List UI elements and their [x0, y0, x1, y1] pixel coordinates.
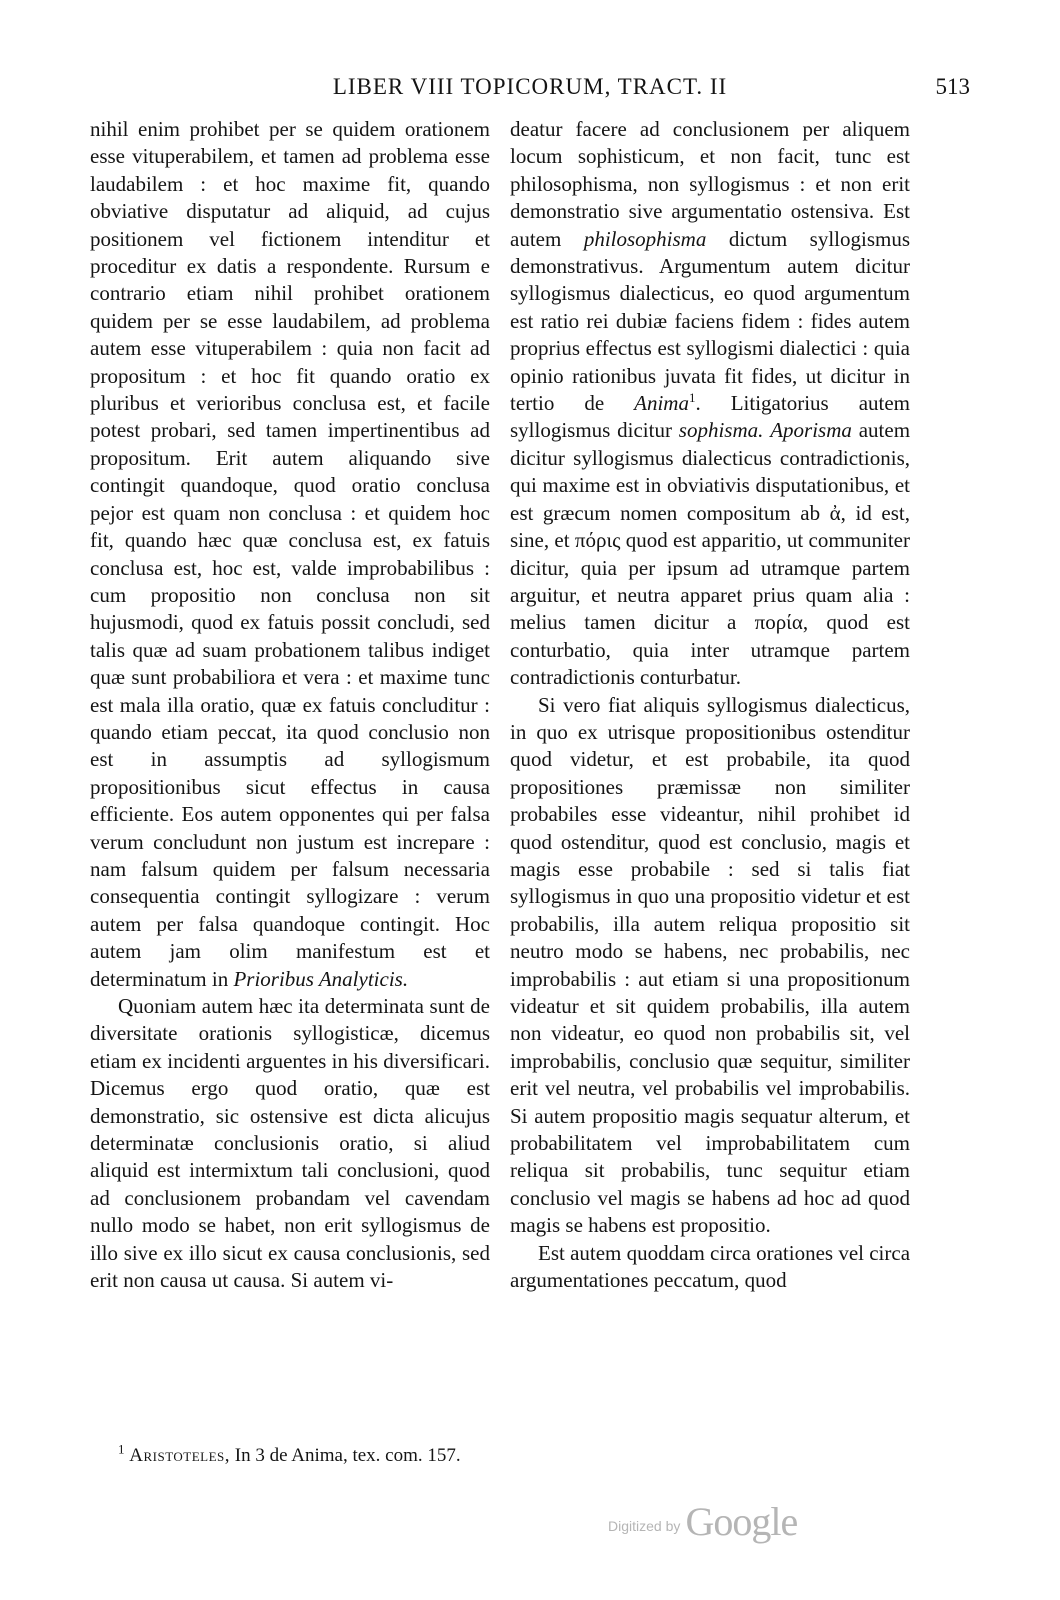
left-paragraph-1-italic: Prioribus Analyticis.	[233, 966, 409, 991]
right-paragraph-1	[510, 116, 910, 692]
right-paragraph-1-italic-1: philosophisma	[583, 226, 707, 251]
footnote-reference: 1	[688, 390, 696, 406]
page-number: 513	[935, 74, 970, 99]
right-paragraph-1-text-a: deatur facere ad conclusionem per aliquem locum sophisticum, et non facit, tunc est philosophisma, non syllogismus : et non erit demonstratio sive argumentatio ostensiva. Est autem	[510, 117, 910, 251]
right-paragraph-1-italic-2: Anima	[634, 391, 689, 416]
footnote	[118, 1441, 518, 1467]
right-paragraph-1-italic-3: sophisma.	[678, 418, 764, 443]
right-paragraph-2: Si vero fiat aliquis syllogismus dialecticus, in quo ex utrisque propositionibus ostenditur quod videtur, et est probabile, ita quod propositiones præmissæ non similiter probabiles esse videantur, nihil prohibet id quod ostenditur, quod est conclusio, magis et magis esse probabile : sed si talis fiat syllogismus in quo una propositio videtur et est probabilis, illa autem reliqua propositio sit neutro modo se habens, nec probabilis, nec improbabilis : aut etiam si una propositionum videatur et sit quidem probabilis, illa autem non videatur, eo quod non probabilis sit, vel improbabilis, conclusio quæ sequitur, similiter erit vel neutra, vel probabilis vel improbabilis. Si autem propositio magis sequatur alterum, et probabilitatem vel improbabilitatem cum reliqua sit probabilis, tunc sequitur etiam conclusio vel magis se habens ad hoc ad quod magis se habens est propositio.	[510, 692, 910, 1238]
left-paragraph-1	[90, 116, 490, 993]
right-paragraph-3: Est autem quoddam circa orationes vel circa argumentationes peccatum, quod	[510, 1240, 911, 1293]
right-paragraph-1-text-c: . Litigatorius autem syllogismus dicitur	[510, 391, 911, 443]
left-column	[90, 116, 490, 1294]
footnote-text: In 3 de Anima, tex. com. 157.	[234, 1445, 461, 1466]
right-paragraph-1-italic-4: Aporisma	[770, 418, 852, 443]
right-paragraph-1-text-b: dictum syllogismus demonstrativus. Argumentum autem dicitur syllogismus dialecticus, eo quod argumentum est ratio rei dubiæ faciens fidem : fides autem proprius effectus est syllogismi dialectici : quia opinio rationibus juvata fit fides, ut dicitur in tertio de	[510, 226, 911, 416]
footnote-marker: 1	[118, 1441, 125, 1457]
left-paragraph-2: Quoniam autem hæc ita determinata sunt de diversitate orationis syllogisticæ, dicemus etiam ex incidenti arguentes in his diversificari. Dicemus ergo quod oratio, quæ est demonstratio, sic ostensive est dicta alicujus determinatæ conclusionis oratio, si aliud aliquid est intermixtum tali conclusioni, quod ad conclusionem probandam vel cavendam nullo modo se habet, non erit syllogismus de illo sive ex illo sicut ex causa conclusionis, sed erit non causa ut causa. Si autem vi-	[90, 994, 490, 1293]
watermark-logo-text: Google	[685, 1499, 798, 1544]
watermark-small-text: Digitized by	[608, 1518, 681, 1534]
page-header	[90, 74, 970, 110]
right-paragraph-1-text-d: autem dicitur syllogismus dialecticus contradictionis, qui maxime est in obviativis disputationibus, et est græcum nomen compositum ab ἀ, id est, sine, et πόρις quod est apparitio, ut communiter dicitur, quia per ipsum ad utramque partem arguitur, et neutra apparet prius quam alia : melius tamen dicitur a πορία, quod est conturbatio, quia inter utramque partem contradictionis conturbatur.	[510, 418, 911, 690]
footnote-author: Aristoteles,	[129, 1445, 231, 1466]
left-paragraph-1-text: nihil enim prohibet per se quidem orationem esse vituperabilem, et tamen ad problema esse laudabilem : et hoc maxime fit, quando obviative disputatur ad aliquid, ad cujus positionem vel fictionem intenditur et proceditur ex datis a respondente. Rursum e contrario etiam nihil prohibet orationem quidem per se esse laudabilem, ad problema autem esse vituperabilem : quia non facit ad propositum : et hoc fit quando oratio ex pluribus et verioribus conclusa est, et facile potest probari, sed tamen impertinentibus ad propositum. Erit autem aliquando sive contingit quandoque, quod oratio conclusa pejor est quam non conclusa : et quidem hoc fit, quando hæc quæ conclusa est, ex fatuis conclusa est, hoc est, valde improbabilibus : cum propositio non conclusa non sit hujusmodi, quod ex fatuis possit concludi, sed talis quæ ad suam probationem talibus indiget quæ sunt probabiliora et vera : et maxime tunc est mala illa oratio, quæ ex fatuis concluditur : quando etiam peccat, ita quod conclusio non est in assumptis ad syllogismum propositionibus sicut effectus in causa efficiente. Eos autem opponentes qui per falsa verum concludunt non justum est increpare : nam falsum quidem per falsum necessaria consequentia contingit syllogizare : verum autem per falsa quandoque contingit. Hoc autem jam olim manifestum est et determinatum in	[90, 117, 490, 991]
running-head: LIBER VIII TOPICORUM, TRACT. II	[332, 74, 728, 99]
right-column	[510, 116, 910, 1294]
digitized-watermark	[608, 1498, 828, 1548]
